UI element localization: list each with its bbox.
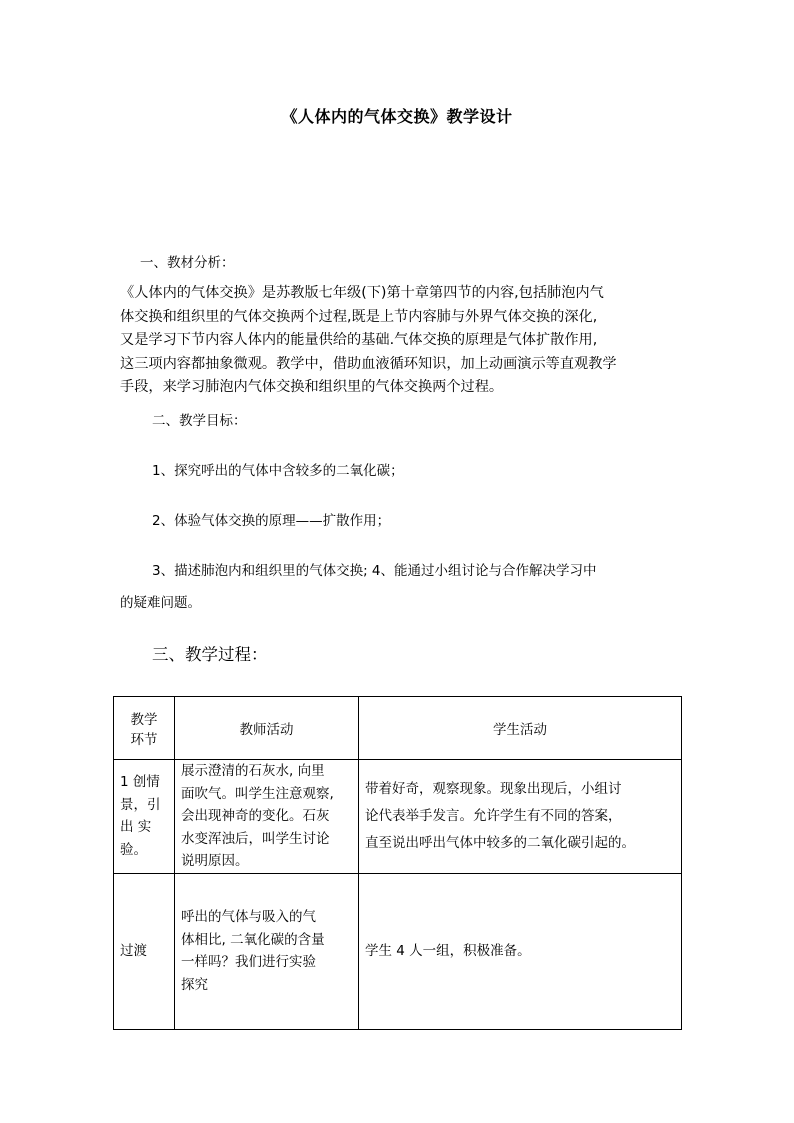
goal-item-2: 2、体验气体交换的原理——扩散作用； bbox=[152, 513, 391, 529]
student-activity-cell bbox=[359, 873, 682, 1029]
stage-cell bbox=[114, 760, 175, 874]
section-heading-teaching-process: 三、教学过程： bbox=[152, 645, 268, 664]
paragraph-line: 手段，来学习肺泡内气体交换和组织里的气体交换两个过程。 bbox=[120, 379, 504, 395]
cell-line: 一样吗？我们进行实验 bbox=[181, 954, 316, 970]
table-header-row bbox=[114, 697, 682, 760]
cell-line: 说明原因。 bbox=[181, 853, 249, 869]
cell-line: 探究 bbox=[181, 976, 208, 993]
cell-line: 面吹气。叫学生注意观察, bbox=[181, 785, 334, 802]
cell-line: 水变浑浊后，叫学生讨论 bbox=[181, 830, 330, 847]
cell-line: 学生 4 人一组，积极准备。 bbox=[365, 942, 531, 959]
paragraph-line: 《人体内的气体交换》是苏教版七年级(下)第十章第四节的内容,包括肺泡内气 bbox=[120, 285, 604, 301]
cell-line: 过渡 bbox=[120, 942, 147, 959]
section-heading-teaching-goals: 二、教学目标： bbox=[152, 413, 247, 429]
document-title: 《人体内的气体交换》教学设计 bbox=[281, 107, 513, 126]
table-row bbox=[114, 760, 682, 874]
goal-item-continuation: 的疑难问题。 bbox=[120, 595, 201, 611]
header-student-activity: 学生活动 bbox=[359, 697, 682, 760]
cell-line: 1 创情 bbox=[120, 774, 160, 791]
cell-line: 出 实 bbox=[120, 819, 152, 836]
header-stage bbox=[114, 697, 175, 760]
student-activity-cell bbox=[359, 760, 682, 874]
header-teacher-activity: 教师活动 bbox=[175, 697, 359, 760]
cell-line: 带着好奇，观察现象。现象出现后，小组讨 bbox=[365, 780, 622, 797]
cell-line: 论代表举手发言。允许学生有不同的答案， bbox=[365, 807, 622, 824]
header-stage-line: 教学 bbox=[130, 712, 158, 728]
section-heading-material-analysis: 一、教材分析： bbox=[140, 255, 235, 271]
header-stage-line: 环节 bbox=[130, 732, 158, 748]
cell-line: 展示澄清的石灰水, 向里 bbox=[181, 763, 325, 779]
material-analysis-paragraph bbox=[120, 282, 680, 400]
cell-line: 验。 bbox=[120, 841, 147, 858]
cell-line: 体相比, 二氧化碳的含量 bbox=[181, 931, 325, 948]
goal-item-3-4: 3、描述肺泡内和组织里的气体交换; 4、能通过小组讨论与合作解决学习中 bbox=[152, 563, 597, 579]
teacher-activity-cell bbox=[175, 760, 359, 874]
stage-cell bbox=[114, 873, 175, 1029]
paragraph-line: 这三项内容都抽象微观。教学中，借助血液循环知识，加上动画演示等直观教学 bbox=[120, 355, 617, 372]
cell-line: 景，引 bbox=[120, 796, 161, 813]
table-row bbox=[114, 873, 682, 1029]
paragraph-line: 体交换和组织里的气体交换两个过程,既是上节内容肺与外界气体交换的深化, bbox=[120, 308, 598, 325]
teacher-activity-cell bbox=[175, 873, 359, 1029]
cell-line: 直至说出呼出气体中较多的二氧化碳引起的。 bbox=[365, 834, 635, 851]
goal-item-1: 1、探究呼出的气体中含较多的二氧化碳； bbox=[152, 463, 404, 479]
cell-line: 呼出的气体与吸入的气 bbox=[181, 909, 316, 925]
paragraph-line: 又是学习下节内容人体内的能量供给的基础.气体交换的原理是气体扩散作用, bbox=[120, 332, 598, 348]
cell-line: 会出现神奇的变化。石灰 bbox=[181, 808, 330, 824]
teaching-process-table bbox=[113, 696, 682, 1030]
